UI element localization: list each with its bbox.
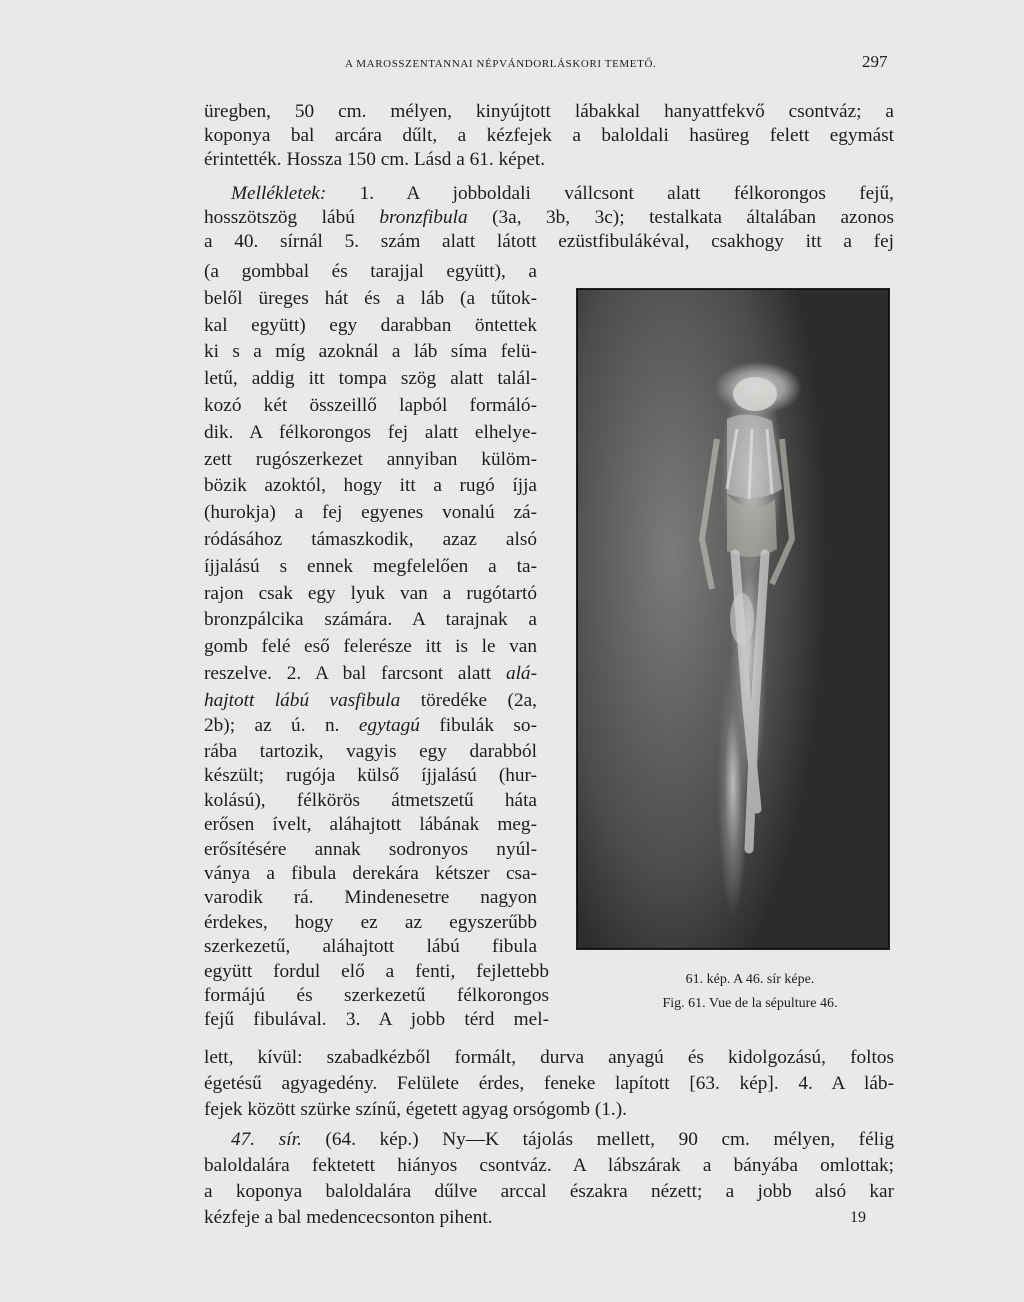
text-line: üregben, 50 cm. mélyen, kinyújtott lábakkal hanyattfekvő csontváz; a xyxy=(204,101,894,122)
text-line: ványa a fibula derekára kétszer csa- xyxy=(204,863,537,884)
text-line: 2b); az ú. n. egytagú fibulák so- xyxy=(204,715,537,736)
text-line: bözik azoktól, hogy itt a rugó íjja xyxy=(204,475,537,496)
text-line: égetésű agyagedény. Felülete érdes, feneke lapított [63. kép]. 4. A láb- xyxy=(204,1073,894,1094)
text-line: ki s a míg azoknál a láb síma felü- xyxy=(204,341,537,362)
text-line: hajtott lábú vasfibula töredéke (2a, xyxy=(204,690,537,711)
mellekletek-line: Mellékletek: 1. A jobboldali vállcsont alatt félkorongos fejű, xyxy=(231,183,894,204)
text-line: rába tartozik, vagyis egy darabból xyxy=(204,741,537,762)
text-line: erősen ívelt, aláhajtott lábának meg- xyxy=(204,814,537,835)
text-line: íjjalású s ennek megfelelően a ta- xyxy=(204,556,537,577)
text-line: letű, addig itt tompa szög alatt talál- xyxy=(204,368,537,389)
text-line: koponya bal arcára dűlt, a kézfejek a baloldali hasüreg felett egymást xyxy=(204,125,894,146)
text-line: zett rugószerkezet annyiban külöm- xyxy=(204,449,537,470)
text-line: készült; rugója külső íjjalású (hur- xyxy=(204,765,537,786)
text-line: (a gombbal és tarajjal együtt), a xyxy=(204,261,537,282)
text-line: érdekes, hogy ez az egyszerűbb xyxy=(204,912,537,933)
text-line: kolású), félkörös átmetszetű háta xyxy=(204,790,537,811)
text-line: a 40. sírnál 5. szám alatt látott ezüstfibulákéval, csakhogy itt a fej xyxy=(204,231,894,252)
figure-caption-fr: Fig. 61. Vue de la sépulture 46. xyxy=(662,996,838,1011)
text-line: baloldalára fektetett hiányos csontváz. A lábszárak a bányába omlottak; xyxy=(204,1155,894,1176)
figure-caption-hu: 61. kép. A 46. sír képe. xyxy=(685,972,815,987)
text-line: kal együtt) egy darabban öntettek xyxy=(204,315,537,336)
signature-mark: 19 xyxy=(850,1209,866,1226)
text-line: fejű fibulával. 3. A jobb térd mel- xyxy=(204,1009,549,1030)
text-line: (hurokja) a fej egyenes vonalú zá- xyxy=(204,502,537,523)
text-line: a koponya baloldalára dűlve arccal északra nézett; a jobb alsó kar xyxy=(204,1181,894,1202)
mellekletek-label: Mellékletek: xyxy=(231,183,327,204)
text-line: kézfeje a bal medencecsonton pihent. xyxy=(204,1207,493,1228)
text-line: lett, kívül: szabadkézből formált, durva anyagú és kidolgozású, foltos xyxy=(204,1047,894,1068)
text-line: dik. A félkorongos fej alatt elhelye- xyxy=(204,422,537,443)
text-line: belől üreges hát és a láb (a tűtok- xyxy=(204,288,537,309)
text-line: szerkezetű, aláhajtott lábú fibula xyxy=(204,936,537,957)
text-line: fejek között szürke színű, égetett agyag orsógomb (1.). xyxy=(204,1099,627,1120)
text-line: hosszötszög lábú bronzfibula (3a, 3b, 3c); testalkata általában azonos xyxy=(204,207,894,228)
text-line: bronzpálcika számára. A tarajnak a xyxy=(204,609,537,630)
figure-61-photo xyxy=(576,288,890,950)
text-line: együtt fordul elő a fenti, fejlettebb xyxy=(204,961,549,982)
text-line: formájú és szerkezetű félkorongos xyxy=(204,985,549,1006)
grave47-line: 47. sír. (64. kép.) Ny—K tájolás mellett, 90 cm. mélyen, félig xyxy=(231,1129,895,1150)
grave47-label: 47. sír. xyxy=(231,1129,302,1150)
text-line: varodik rá. Mindenesetre nagyon xyxy=(204,887,537,908)
text-line: érintették. Hossza 150 cm. Lásd a 61. képet. xyxy=(204,149,546,170)
text-line: kozó két összeillő lapból formáló- xyxy=(204,395,537,416)
skeleton-image xyxy=(577,289,889,949)
running-head: A MAROSSZENTANNAI NÉPVÁNDORLÁSKORI TEMETŐ. xyxy=(345,58,657,70)
text-line: gomb felé eső felerésze itt is le van xyxy=(204,636,537,657)
text-line: ródásához támaszkodik, azaz alsó xyxy=(204,529,537,550)
text-line: reszelve. 2. A bal farcsont alatt alá- xyxy=(204,663,537,684)
text-line: rajon csak egy lyuk van a rugótartó xyxy=(204,583,537,604)
page-number: 297 xyxy=(862,52,888,71)
text-line: erősítésére annak sodronyos nyúl- xyxy=(204,839,537,860)
